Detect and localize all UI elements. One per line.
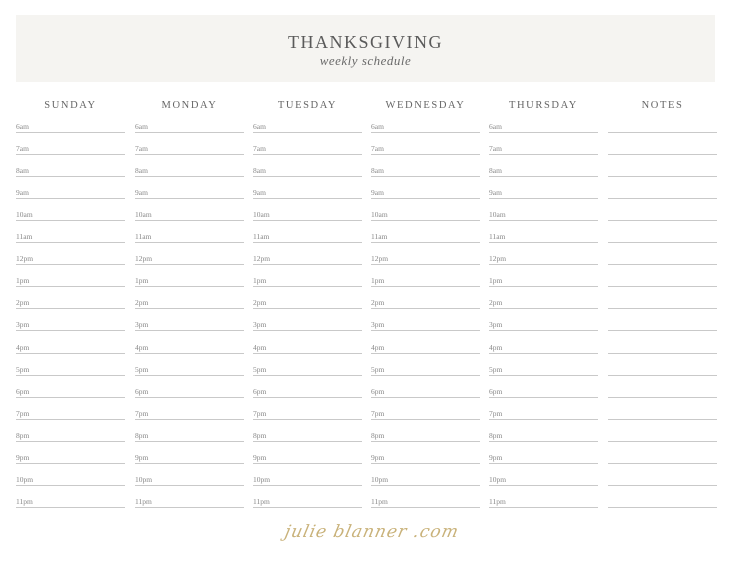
time-slot[interactable] bbox=[16, 228, 125, 243]
column-notes bbox=[608, 100, 717, 114]
time-label: 3pm bbox=[16, 320, 30, 330]
time-label: 1pm bbox=[16, 276, 30, 286]
time-slot[interactable] bbox=[135, 361, 244, 376]
time-label: 8pm bbox=[16, 430, 30, 440]
time-slot[interactable] bbox=[489, 427, 598, 442]
time-label: 11am bbox=[135, 232, 152, 242]
time-label: 9pm bbox=[16, 452, 30, 462]
time-label: 1pm bbox=[253, 276, 267, 286]
time-slot[interactable] bbox=[253, 471, 362, 486]
time-slot[interactable] bbox=[253, 118, 362, 133]
time-slot[interactable] bbox=[16, 405, 125, 420]
time-slot[interactable] bbox=[135, 184, 244, 199]
time-slot[interactable] bbox=[371, 383, 480, 398]
time-label: 3pm bbox=[135, 320, 149, 330]
time-label: 6am bbox=[489, 122, 502, 131]
time-slot[interactable] bbox=[253, 228, 362, 243]
time-label: 12pm bbox=[371, 254, 389, 264]
time-slot[interactable] bbox=[608, 118, 717, 133]
time-label: 9pm bbox=[253, 452, 267, 462]
time-slot[interactable] bbox=[16, 449, 125, 464]
time-label: 9am bbox=[253, 188, 266, 198]
time-slot[interactable] bbox=[489, 361, 598, 376]
time-label: 6am bbox=[253, 122, 266, 131]
time-label: 10pm bbox=[135, 474, 153, 484]
time-slot[interactable] bbox=[253, 361, 362, 376]
time-slot[interactable] bbox=[608, 471, 717, 486]
time-label: 9am bbox=[135, 188, 148, 198]
time-slot[interactable] bbox=[489, 339, 598, 354]
time-label: 5pm bbox=[16, 364, 30, 374]
time-label: 10am bbox=[489, 210, 506, 220]
time-slot[interactable] bbox=[16, 339, 125, 354]
time-label: 8pm bbox=[135, 430, 149, 440]
time-slot[interactable] bbox=[608, 361, 717, 376]
time-slot[interactable] bbox=[253, 140, 362, 155]
time-slot[interactable] bbox=[489, 184, 598, 199]
time-slot[interactable] bbox=[135, 427, 244, 442]
time-slot[interactable] bbox=[371, 361, 480, 376]
time-slot[interactable] bbox=[16, 250, 125, 265]
time-label: 9pm bbox=[135, 452, 149, 462]
page-subtitle: weekly schedule bbox=[319, 53, 412, 68]
time-slot[interactable] bbox=[253, 162, 362, 177]
column-header: NOTES bbox=[641, 100, 684, 111]
time-label: 1pm bbox=[371, 276, 385, 286]
time-slot[interactable] bbox=[135, 405, 244, 420]
time-slot[interactable] bbox=[489, 206, 598, 221]
column-header: TUESDAY bbox=[277, 100, 338, 111]
time-label: 9am bbox=[16, 188, 29, 198]
time-label: 6pm bbox=[489, 386, 503, 396]
time-slot[interactable] bbox=[608, 383, 717, 398]
time-label: 11am bbox=[253, 232, 270, 242]
time-slot[interactable] bbox=[608, 294, 717, 309]
time-slot[interactable] bbox=[489, 250, 598, 265]
time-slot[interactable] bbox=[371, 118, 480, 133]
time-slot[interactable] bbox=[16, 272, 125, 287]
time-label: 7pm bbox=[16, 408, 30, 418]
time-label: 7pm bbox=[135, 408, 149, 418]
time-slot[interactable] bbox=[135, 294, 244, 309]
time-label: 2pm bbox=[135, 298, 149, 308]
time-label: 10pm bbox=[371, 474, 389, 484]
time-label: 6pm bbox=[135, 386, 149, 396]
time-slot[interactable] bbox=[489, 493, 598, 508]
time-slot[interactable] bbox=[135, 162, 244, 177]
time-slot[interactable] bbox=[371, 493, 480, 508]
time-slot[interactable] bbox=[16, 361, 125, 376]
time-slot[interactable] bbox=[16, 118, 125, 133]
time-label: 2pm bbox=[489, 298, 503, 308]
time-slot[interactable] bbox=[489, 471, 598, 486]
time-slot[interactable] bbox=[608, 427, 717, 442]
time-slot[interactable] bbox=[16, 294, 125, 309]
time-slot[interactable] bbox=[608, 250, 717, 265]
time-label: 4pm bbox=[16, 342, 30, 352]
time-slot[interactable] bbox=[135, 449, 244, 464]
time-slot[interactable] bbox=[16, 316, 125, 331]
time-label: 11pm bbox=[253, 496, 270, 506]
time-label: 8am bbox=[135, 166, 148, 176]
time-label: 6am bbox=[135, 122, 148, 131]
time-slot[interactable] bbox=[253, 449, 362, 464]
time-label: 3pm bbox=[253, 320, 267, 330]
time-label: 11pm bbox=[135, 496, 152, 506]
time-slot[interactable] bbox=[371, 250, 480, 265]
time-slot[interactable] bbox=[608, 184, 717, 199]
time-label: 6pm bbox=[16, 386, 30, 396]
time-label: 6pm bbox=[253, 386, 267, 396]
time-slot[interactable] bbox=[135, 316, 244, 331]
time-slot[interactable] bbox=[608, 405, 717, 420]
time-label: 7pm bbox=[253, 408, 267, 418]
time-slot[interactable] bbox=[135, 250, 244, 265]
time-slot[interactable] bbox=[253, 316, 362, 331]
time-label: 1pm bbox=[135, 276, 149, 286]
time-slot[interactable] bbox=[16, 140, 125, 155]
time-label: 10pm bbox=[253, 474, 271, 484]
column-wednesday bbox=[371, 100, 480, 506]
time-slot[interactable] bbox=[16, 184, 125, 199]
time-slot[interactable] bbox=[135, 140, 244, 155]
column-tuesday bbox=[253, 100, 362, 506]
time-slot[interactable] bbox=[16, 471, 125, 486]
time-slot[interactable] bbox=[135, 272, 244, 287]
time-label: 7am bbox=[253, 144, 266, 154]
time-slot[interactable] bbox=[489, 405, 598, 420]
time-slot[interactable] bbox=[489, 140, 598, 155]
time-label: 9pm bbox=[489, 452, 503, 462]
time-label: 5pm bbox=[371, 364, 385, 374]
time-label: 4pm bbox=[489, 342, 503, 352]
time-slot[interactable] bbox=[608, 339, 717, 354]
column-header: WEDNESDAY bbox=[385, 100, 466, 111]
time-slot[interactable] bbox=[16, 383, 125, 398]
time-label: 7am bbox=[489, 144, 502, 154]
time-slot[interactable] bbox=[16, 427, 125, 442]
time-label: 2pm bbox=[16, 298, 30, 308]
time-label: 12pm bbox=[16, 254, 34, 264]
column-thursday bbox=[489, 100, 598, 506]
time-slot[interactable] bbox=[253, 493, 362, 508]
time-label: 10am bbox=[253, 210, 270, 220]
time-label: 9pm bbox=[371, 452, 385, 462]
time-slot[interactable] bbox=[371, 272, 480, 287]
time-label: 11am bbox=[489, 232, 506, 242]
time-slot[interactable] bbox=[371, 206, 480, 221]
time-label: 7pm bbox=[371, 408, 385, 418]
time-slot[interactable] bbox=[135, 383, 244, 398]
time-label: 11pm bbox=[489, 496, 506, 506]
time-slot[interactable] bbox=[489, 294, 598, 309]
time-label: 7am bbox=[16, 144, 29, 154]
time-slot[interactable] bbox=[253, 383, 362, 398]
time-slot[interactable] bbox=[371, 228, 480, 243]
time-label: 11am bbox=[16, 232, 33, 242]
time-label: 4pm bbox=[253, 342, 267, 352]
time-label: 9am bbox=[489, 188, 502, 198]
time-slot[interactable] bbox=[608, 316, 717, 331]
time-slot[interactable] bbox=[135, 228, 244, 243]
time-label: 2pm bbox=[253, 298, 267, 308]
time-slot[interactable] bbox=[253, 294, 362, 309]
time-label: 10am bbox=[371, 210, 388, 220]
time-label: 8pm bbox=[489, 430, 503, 440]
time-label: 5pm bbox=[489, 364, 503, 374]
time-slot[interactable] bbox=[371, 184, 480, 199]
time-slot[interactable] bbox=[371, 427, 480, 442]
time-label: 10pm bbox=[489, 474, 507, 484]
time-label: 8am bbox=[253, 166, 266, 176]
time-label: 2pm bbox=[371, 298, 385, 308]
time-slot[interactable] bbox=[608, 449, 717, 464]
time-label: 7am bbox=[371, 144, 384, 154]
time-label: 8am bbox=[16, 166, 29, 176]
time-label: 8pm bbox=[371, 430, 385, 440]
time-slot[interactable] bbox=[371, 449, 480, 464]
time-label: 12pm bbox=[253, 254, 271, 264]
time-slot[interactable] bbox=[608, 272, 717, 287]
time-label: 8am bbox=[489, 166, 502, 176]
time-slot[interactable] bbox=[135, 471, 244, 486]
time-slot[interactable] bbox=[371, 405, 480, 420]
column-sunday bbox=[16, 100, 125, 506]
time-label: 10am bbox=[135, 210, 152, 220]
time-label: 3pm bbox=[489, 320, 503, 330]
time-slot[interactable] bbox=[608, 140, 717, 155]
time-slot[interactable] bbox=[16, 162, 125, 177]
time-label: 4pm bbox=[135, 342, 149, 352]
time-slot[interactable] bbox=[608, 493, 717, 508]
time-label: 6am bbox=[371, 122, 384, 131]
time-label: 5pm bbox=[135, 364, 149, 374]
time-slot[interactable] bbox=[253, 184, 362, 199]
time-slot[interactable] bbox=[489, 316, 598, 331]
time-slot[interactable] bbox=[489, 383, 598, 398]
time-label: 12pm bbox=[489, 254, 507, 264]
time-slot[interactable] bbox=[16, 206, 125, 221]
time-label: 1pm bbox=[489, 276, 503, 286]
time-label: 8pm bbox=[253, 430, 267, 440]
column-header: SUNDAY bbox=[44, 100, 97, 111]
column-monday bbox=[135, 100, 244, 506]
time-slot[interactable] bbox=[608, 206, 717, 221]
time-label: 11am bbox=[371, 232, 388, 242]
time-slot[interactable] bbox=[489, 118, 598, 133]
time-label: 11pm bbox=[16, 496, 33, 506]
time-label: 10pm bbox=[16, 474, 34, 484]
time-slot[interactable] bbox=[16, 493, 125, 508]
time-label: 7pm bbox=[489, 408, 503, 418]
time-slot[interactable] bbox=[608, 228, 717, 243]
time-slot[interactable] bbox=[489, 162, 598, 177]
page-title: THANKSGIVING bbox=[288, 32, 443, 52]
time-slot[interactable] bbox=[253, 272, 362, 287]
time-slot[interactable] bbox=[371, 294, 480, 309]
time-label: 11pm bbox=[371, 496, 388, 506]
time-label: 6am bbox=[16, 122, 29, 131]
time-slot[interactable] bbox=[135, 118, 244, 133]
time-slot[interactable] bbox=[371, 162, 480, 177]
time-slot[interactable] bbox=[371, 471, 480, 486]
time-slot[interactable] bbox=[253, 427, 362, 442]
time-label: 7am bbox=[135, 144, 148, 154]
time-label: 12pm bbox=[135, 254, 153, 264]
column-header: MONDAY bbox=[161, 100, 218, 111]
time-slot[interactable] bbox=[371, 316, 480, 331]
header-banner bbox=[16, 15, 715, 82]
time-label: 8am bbox=[371, 166, 384, 176]
time-slot[interactable] bbox=[135, 493, 244, 508]
time-slot[interactable] bbox=[371, 339, 480, 354]
time-label: 10am bbox=[16, 210, 33, 220]
time-slot[interactable] bbox=[135, 206, 244, 221]
time-label: 3pm bbox=[371, 320, 385, 330]
time-slot[interactable] bbox=[253, 405, 362, 420]
time-slot[interactable] bbox=[253, 250, 362, 265]
time-label: 4pm bbox=[371, 342, 385, 352]
time-label: 5pm bbox=[253, 364, 267, 374]
time-slot[interactable] bbox=[253, 206, 362, 221]
column-header: THURSDAY bbox=[508, 100, 578, 111]
brand-logo: julie blanner .com bbox=[282, 522, 461, 542]
time-slot[interactable] bbox=[489, 272, 598, 287]
time-slot[interactable] bbox=[371, 140, 480, 155]
time-label: 6pm bbox=[371, 386, 385, 396]
time-slot[interactable] bbox=[135, 339, 244, 354]
time-slot[interactable] bbox=[489, 449, 598, 464]
time-slot[interactable] bbox=[253, 339, 362, 354]
time-label: 9am bbox=[371, 188, 384, 198]
time-slot[interactable] bbox=[608, 162, 717, 177]
time-slot[interactable] bbox=[489, 228, 598, 243]
